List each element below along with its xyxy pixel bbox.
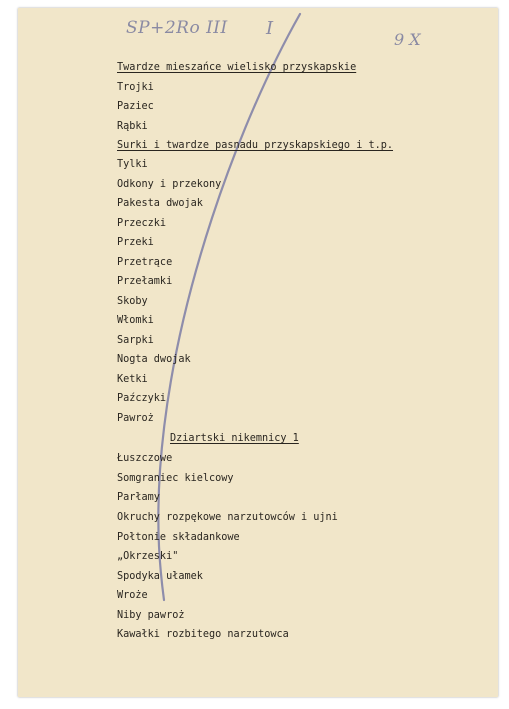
line-text: Pakesta dwojak [117,198,203,209]
line-text: Okruchy rozpękowe narzutowców i ujni [117,512,338,523]
line-text: Trojki [117,82,154,93]
line-text: Przeki [117,237,154,248]
line-text: Wroże [117,590,148,601]
line-text: Pawroż [117,413,154,424]
line-text: Nogta dwojak [117,354,191,365]
line-text: Twardze mieszańce wielisko przyskapskie [117,62,357,73]
line-text: Parłamy [117,492,160,503]
line-text: Połtonie składankowe [117,532,240,543]
line-text: Odkony i przekony [117,179,222,190]
line-text: Paźczyki [117,393,167,404]
line-text: Rąbki [117,121,148,132]
line-text: Łuszczowe [117,453,173,464]
line-text: Somgraniec kielcowy [117,473,234,484]
line-text: Przetrące [117,257,173,268]
line-text: Włomki [117,315,154,326]
line-text: Przełamki [117,276,173,287]
paper-sheet [18,8,498,697]
line-text: Surki i twardze pasnadu przyskapskiego i t.p. [117,140,394,151]
line-text: Spodyka ułamek [117,571,203,582]
line-text: Dziartski nikemnicy 1 [170,433,299,444]
line-text: Przeczki [117,218,167,229]
handwritten-note-top-right: 9 X [394,30,421,49]
handwritten-note-top-center: I [266,18,274,39]
line-text: Niby pawroż [117,610,185,621]
line-text: „Okrzeski" [117,551,179,562]
line-text: Kawałki rozbitego narzutowca [117,629,289,640]
line-text: Ketki [117,374,148,385]
line-text: Sarpki [117,335,154,346]
line-text: Tylki [117,159,148,170]
handwritten-note-top-left: SP+2Ro III [126,18,228,38]
line-text: Paziec [117,101,154,112]
line-text: Skoby [117,296,148,307]
